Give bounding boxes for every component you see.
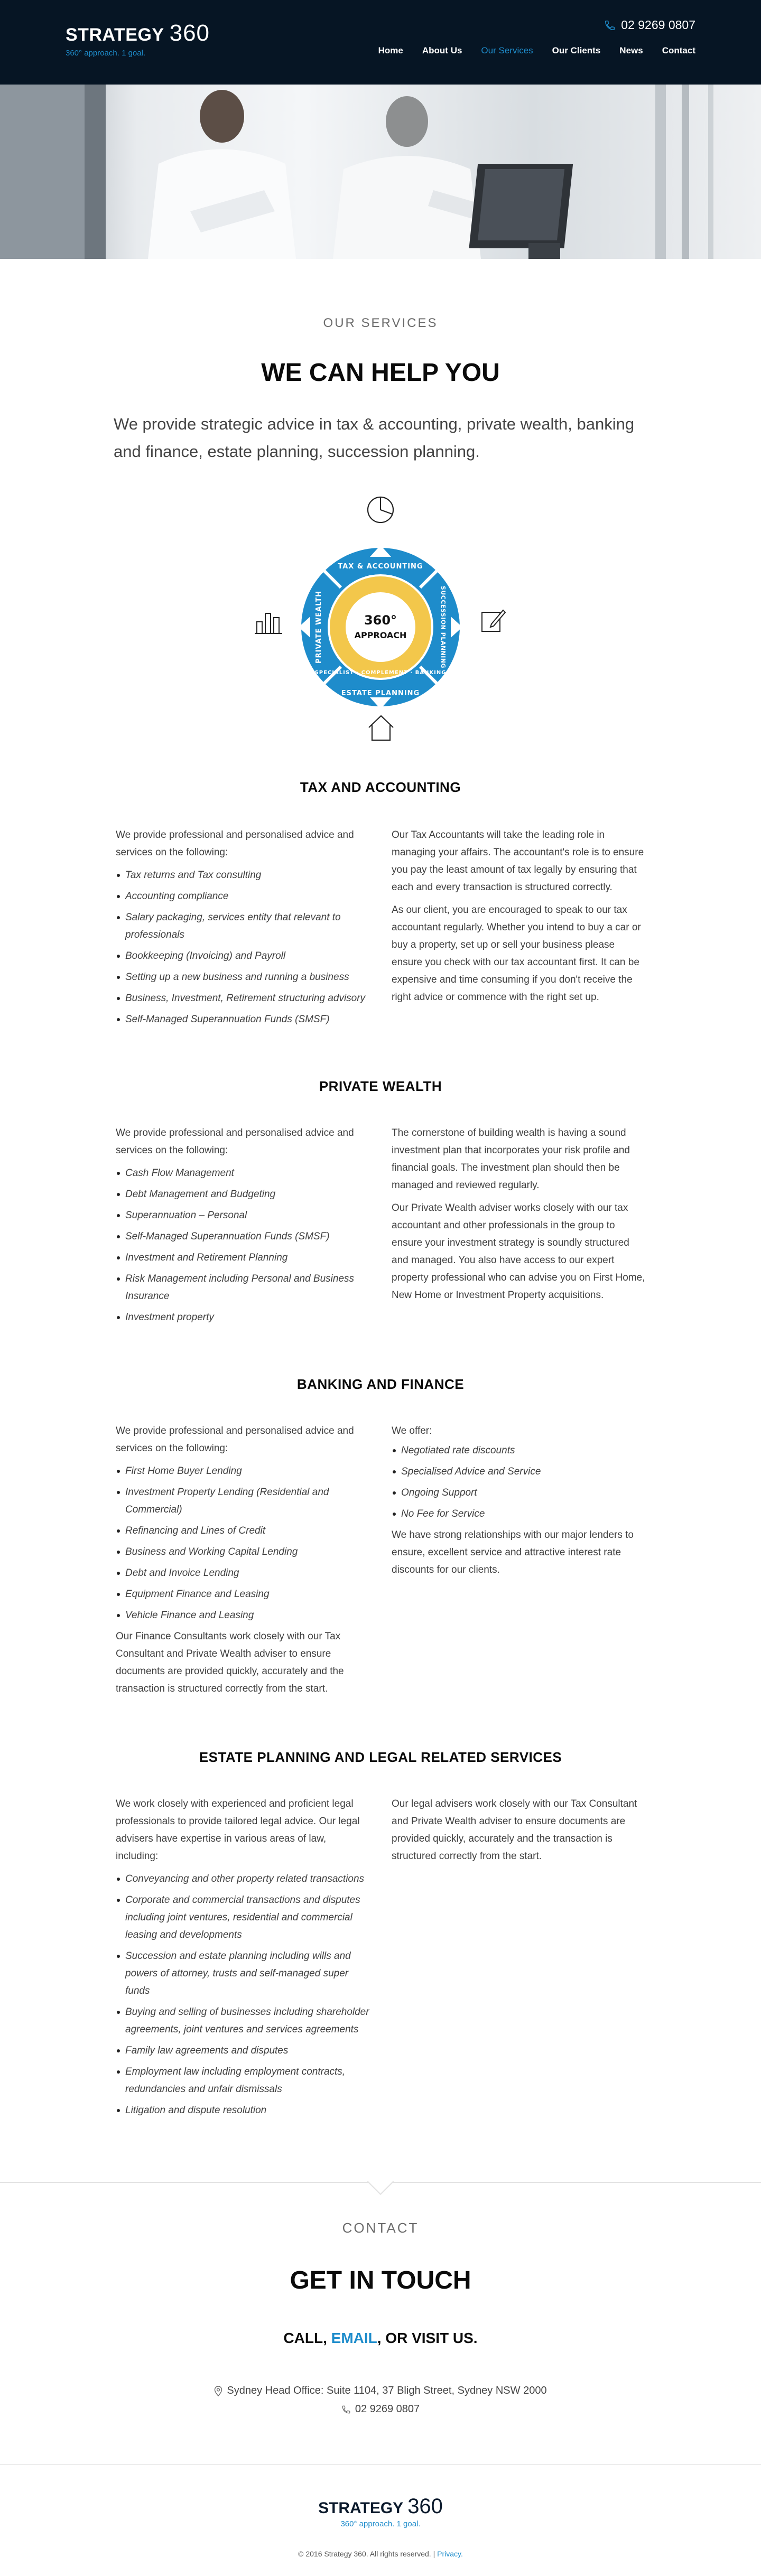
list-item: Investment Property Lending (Residential and Commercial) (116, 1483, 369, 1518)
service-list (116, 1870, 369, 2119)
main-nav (378, 45, 695, 56)
list-item: Self-Managed Superannuation Funds (SMSF) (116, 1011, 369, 1028)
list-item: Business, Investment, Retirement structuring advisory (116, 990, 369, 1007)
list-item: First Home Buyer Lending (116, 1462, 369, 1480)
office-address: Sydney Head Office: Suite 1104, 37 Bligh Street, Sydney NSW 2000 (0, 2385, 761, 2397)
wheel-segment-bottom: ESTATE PLANNING (341, 689, 420, 697)
section-paragraph: As our client, you are encouraged to speak to our tax accountant regularly. Whether you intend to buy a car or buy a property, set up or sell your business please ensure you check with our tax accountant first. It can be expensive and time consuming if you don't receive the right advice or commence with the right set up. (392, 904, 641, 1003)
nav-home[interactable]: Home (378, 45, 403, 55)
list-item: Buying and selling of businesses including shareholder agreements, joint ventures and services agreements (116, 2003, 369, 2038)
list-item: Negotiated rate discounts (392, 1442, 645, 1459)
section-title: ESTATE PLANNING AND LEGAL RELATED SERVICES (199, 1749, 562, 1765)
list-item: Bookkeeping (Invoicing) and Payroll (116, 947, 369, 965)
footer-logo-number: 360 (407, 2495, 443, 2518)
section-intro: We work closely with experienced and proficient legal professionals to provide tailored legal advice. Our legal advisers have expertise in various areas of law, including: (116, 1798, 360, 1862)
section-left-col (116, 1124, 369, 1330)
list-item: Cash Flow Management (116, 1164, 369, 1182)
contact-section (0, 2220, 761, 2415)
list-item: Succession and estate planning including wills and powers of attorney, trusts and self-managed super funds (116, 1947, 369, 2000)
list-item: Family law agreements and disputes (116, 2042, 369, 2059)
email-link[interactable]: EMAIL (331, 2330, 377, 2346)
contact-phone[interactable]: 02 9269 0807 (0, 2403, 761, 2415)
contact-eyebrow: CONTACT (342, 2220, 419, 2236)
section-title: PRIVATE WEALTH (319, 1078, 442, 1094)
section-paragraph: Our Private Wealth adviser works closely with our tax accountant and other professionals in the group to ensure your investment strategy is soundly structured and managed. You also have access to our expert property professional who can advise you on First Home, New Home or Investment Property acquisitions. (392, 1202, 645, 1301)
section-intro: We provide professional and personalised advice and services on the following: (116, 829, 354, 858)
nav-about-us[interactable]: About Us (422, 45, 462, 55)
services-title: WE CAN HELP YOU (261, 359, 500, 387)
wheel-segment-right: SUCCESSION PLANNING (440, 585, 447, 669)
list-item: Salary packaging, services entity that relevant to professionals (116, 909, 369, 944)
nav-our-clients[interactable]: Our Clients (552, 45, 601, 55)
site-header (0, 0, 761, 85)
section-intro: We provide professional and personalised advice and services on the following: (116, 1127, 354, 1156)
list-item: Ongoing Support (392, 1484, 645, 1501)
contact-divider (0, 2182, 761, 2183)
privacy-link[interactable]: Privacy. (437, 2550, 463, 2558)
site-logo[interactable] (66, 20, 210, 58)
wheel-center-approach: APPROACH (354, 630, 407, 640)
nav-our-services[interactable]: Our Services (481, 45, 533, 55)
hero-office-illustration (0, 85, 761, 259)
list-item: No Fee for Service (392, 1505, 645, 1523)
wheel-center-360: 360° (364, 613, 397, 628)
header-phone-number: 02 9269 0807 (621, 18, 695, 32)
location-pin-icon (214, 2386, 222, 2396)
section-left-col (116, 1422, 369, 1703)
section-banking-finance (0, 1376, 761, 1703)
section-private-wealth (0, 1078, 761, 1330)
section-tax-accounting (0, 779, 761, 1032)
section-estate-planning (0, 1749, 761, 2123)
bar-chart-icon (254, 606, 283, 636)
list-item: Vehicle Finance and Leasing (116, 1607, 369, 1624)
copyright: © 2016 Strategy 360. All rights reserved. | Privacy. (298, 2550, 463, 2558)
list-item: Equipment Finance and Leasing (116, 1585, 369, 1603)
wheel-segment-top: TAX & ACCOUNTING (338, 563, 423, 571)
services-lead: We provide strategic advice in tax & accounting, private wealth, banking and finance, estate planning, succession planning. (114, 415, 635, 461)
header-phone[interactable] (604, 18, 695, 32)
list-item: Litigation and dispute resolution (116, 2102, 369, 2119)
services-eyebrow: OUR SERVICES (323, 316, 438, 330)
phone-icon (604, 20, 616, 31)
section-title: BANKING AND FINANCE (296, 1376, 465, 1392)
logo-number: 360 (169, 20, 210, 46)
approach-wheel (243, 495, 518, 743)
section-paragraph: We have strong relationships with our major lenders to ensure, excellent service and attractive interest rate discounts for our clients. (392, 1529, 634, 1575)
list-item: Investment property (116, 1309, 369, 1326)
wheel-inner-ring-text: SPECIALIST · COMPLEMENT · BANKING (314, 670, 447, 676)
section-right-col (392, 826, 645, 1032)
section-right-col (392, 1124, 645, 1330)
list-item: Self-Managed Superannuation Funds (SMSF) (116, 1228, 369, 1245)
section-right-intro: We offer: (392, 1425, 432, 1436)
list-item: Debt and Invoice Lending (116, 1564, 369, 1582)
list-item: Investment and Retirement Planning (116, 1249, 369, 1266)
list-item: Superannuation – Personal (116, 1207, 369, 1224)
section-paragraph: Our Tax Accountants will take the leading role in managing your affairs. The accountant's role is to ensure you pay the least amount of tax legally by ensuring that each and every transaction is structured correctly. (392, 829, 644, 893)
footer-divider (0, 2464, 761, 2465)
list-item: Debt Management and Budgeting (116, 1186, 369, 1203)
section-title: TAX AND ACCOUNTING (300, 779, 461, 795)
wheel-segment-left: PRIVATE WEALTH (315, 590, 323, 664)
section-left-col (116, 1795, 369, 2123)
service-list (116, 1164, 369, 1326)
logo-word: STRATEGY (66, 25, 164, 45)
footer-logo[interactable] (0, 2495, 761, 2518)
contact-title: GET IN TOUCH (290, 2266, 471, 2294)
list-item: Conveyancing and other property related transactions (116, 1870, 369, 1888)
pie-chart-icon (366, 495, 395, 525)
list-item: Specialised Advice and Service (392, 1463, 645, 1480)
nav-news[interactable]: News (619, 45, 643, 55)
list-item: Corporate and commercial transactions and disputes including joint ventures, residential and commercial leasing and developments (116, 1891, 369, 1944)
phone-icon (341, 2405, 351, 2414)
edit-icon (480, 607, 507, 634)
offer-list (392, 1442, 645, 1523)
logo-tagline: 360° approach. 1 goal. (66, 49, 146, 58)
section-intro: We provide professional and personalised advice and services on the following: (116, 1425, 354, 1454)
house-icon (367, 714, 395, 742)
list-item: Accounting compliance (116, 888, 369, 905)
section-right-col (392, 1795, 645, 2123)
footer-tagline: 360° approach. 1 goal. (340, 2519, 421, 2528)
list-item: Tax returns and Tax consulting (116, 866, 369, 884)
list-item: Setting up a new business and running a business (116, 968, 369, 986)
section-left-col (116, 826, 369, 1032)
nav-contact[interactable]: Contact (662, 45, 695, 55)
service-list (116, 1462, 369, 1624)
service-list (116, 866, 369, 1028)
section-right-col (392, 1422, 645, 1703)
approach-wheel-graphic (299, 545, 462, 709)
list-item: Business and Working Capital Lending (116, 1543, 369, 1561)
section-paragraph: The cornerstone of building wealth is having a sound investment plan that incorporates your risk profile and financial goals. The investment plan should then be managed and reviewed regularly. (392, 1127, 630, 1191)
list-item: Employment law including employment contracts, redundancies and unfair dismissals (116, 2063, 369, 2098)
footer-logo-word: STRATEGY (318, 2499, 404, 2517)
section-outro: Our Finance Consultants work closely with our Tax Consultant and Private Wealth adviser to ensure documents are provided quickly, accurately and the transaction is structured correctly from the start. (116, 1631, 344, 1694)
list-item: Refinancing and Lines of Credit (116, 1522, 369, 1539)
list-item: Risk Management including Personal and Business Insurance (116, 1270, 369, 1305)
contact-subtitle: CALL, EMAIL, OR VISIT US. (283, 2330, 478, 2346)
hero-image (0, 85, 761, 259)
section-paragraph: Our legal advisers work closely with our Tax Consultant and Private Wealth adviser to ensure documents are provided quickly, accurately and the transaction is structured correctly from the start. (392, 1798, 637, 1862)
site-footer (0, 2495, 761, 2576)
